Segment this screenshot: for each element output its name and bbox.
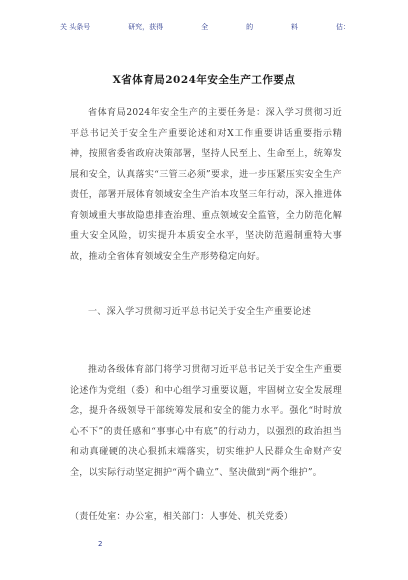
intro-paragraph: 省体育局2024年安全生产的主要任务是：深入学习贯彻习近平总书记关于安全生产重要论述和对X工作重要讲话重要指示精神，按照省委省政府决策部署，坚持人民至上、生命至上，统筹发展和安全，认真落实“三管三必须”要求，进一步压紧压实安全生产责任，部署开展体育领域安全生产治本攻坚三年行动，深入推进体育领域重大事故隐患排查治理、重点领域安全监管，全力防范化解重大安全风险，切实提升本质安全水平，坚决防范遏制重特大事故，推动全省体育领域安全生产形势稳定向好。 <box>70 108 342 262</box>
header-item: 估： <box>336 23 350 31</box>
document-title: X省体育局2024年安全生产工作要点 <box>112 74 296 86</box>
header-item: 料 <box>291 23 299 31</box>
watermark-header <box>60 22 350 36</box>
section-heading: 一、深入学习贯彻习近平总书记关于安全生产重要论述 <box>88 307 312 317</box>
responsibility-note: （责任处室：办公室，相关部门：人事处、机关党委） <box>70 512 294 522</box>
header-item: 关 头条号 <box>60 23 91 31</box>
header-item: 全 <box>201 23 209 31</box>
header-item: 研究，获得 <box>128 23 164 31</box>
page-footer-mark: 2 <box>98 540 103 548</box>
header-item: 的 <box>246 23 254 31</box>
section-body-paragraph: 推动各级体育部门将学习贯彻习近平总书记关于安全生产重要论述作为党组（委）和中心组学习重要议题，牢固树立安全发展理念，提升各级领导干部统筹发展和安全的能力水平。强化“时时放心不下”的责任感和“事事心中有底”的行动力，以强烈的政治担当和动真碰硬的决心狠抓末端落实，切实维护人民群众生命财产安全，以实际行动坚定拥护“两个确立”、坚决做到“两个维护”。 <box>70 365 342 478</box>
